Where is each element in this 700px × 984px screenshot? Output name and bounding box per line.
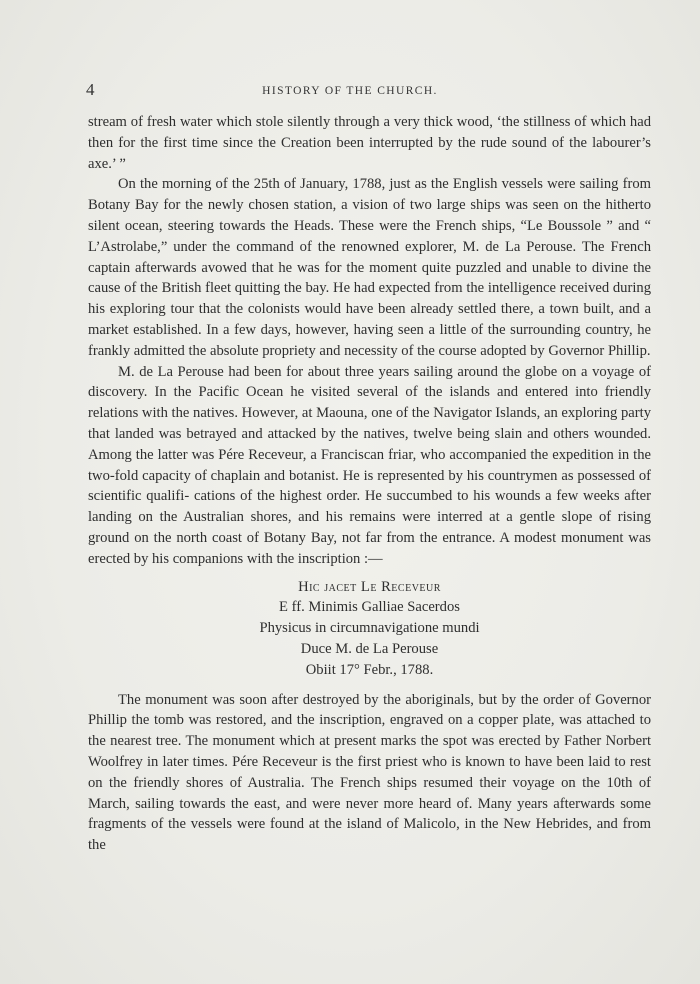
paragraph-monument: The monument was soon after destroyed by the aboriginals, but by the order of Governor Phillip the tomb was restored, and the inscription, engraved on a copper plate, was attached to the nearest tree. The monument which at present marks the spot was erected by Father Norbert Woolfrey in later times. Pére Receveur is the first priest who is known to have been laid to rest on the friendly shores of Australia. The French ships resumed their voyage on the 10th of March, sailing towards the east, and were never more heard of. Many years afterwards some fragments of the vessels were found at the island of Malicolo, in the New Hebrides, and from the xyxy=(88,691,651,854)
paragraph-continuation: stream of fresh water which stole silently through a very thick wood, ‘the stillness of which had then for the first time since the Creation been interrupted by the rude sound of the labourer’s axe.’ ” xyxy=(88,114,651,172)
paragraph-la-perouse: M. de La Perouse had been for about three years sailing around the globe on a voyage of discovery. In the Pacific Ocean he visited several of the islands and entered into friendly relations with the natives. However, at Maouna, one of the Navigator Islands, an exploring party that landed was betrayed and attacked by the natives, twelve being slain and others wounded. Among the latter was Pére Receveur, a Franciscan friar, who accompanied the expedition in the two-fold capacity of chaplain and botanist. He is represented by his countrymen as possessed of scientific qualifi- cations of the highest order. He succumbed to his wounds a few weeks after landing on the Australian shores, and his remains were interred at a gentle slope of rising ground on the north coast of Botany Bay, not far from the entrance. A modest monument was erected by his companions with the inscription :— xyxy=(88,363,651,567)
inscription-line: E ff. Minimis Galliae Sacerdos xyxy=(279,599,460,616)
inscription-line: Obiit 17° Febr., 1788. xyxy=(305,661,434,678)
paragraph-french-ships: On the morning of the 25th of January, 1788, just as the English vessels were sailing from Botany Bay for the newly chosen station, a vision of two large ships was seen on the hitherto silent ocean, steering towards the Heads. These were the French ships, “Le Boussole ” and “ L’Astrolabe,” under the command of the renowned explorer, M. de La Perouse. The French captain afterwards avowed that he was for the moment quite puzzled and unable to divine the cause of the British fleet quitting the bay. He had expected from the intelligence received during his exploring tour that the colonists would have been already settled there, a town built, and a market established. In a few days, however, having seen a little of the surrounding country, he frankly admitted the absolute propriety and necessity of the course adopted by Governor Phillip. xyxy=(88,176,651,359)
inscription-line: Duce M. de La Perouse xyxy=(300,640,439,657)
inscription-line: Hic jacet Le Receveur xyxy=(298,578,441,595)
page-number: 4 xyxy=(86,80,95,99)
inscription-line: Physicus in circumnavigatione mundi xyxy=(259,620,480,637)
running-head: HISTORY OF THE CHURCH. xyxy=(262,85,438,97)
inscription xyxy=(88,577,651,681)
body-text xyxy=(88,112,651,856)
